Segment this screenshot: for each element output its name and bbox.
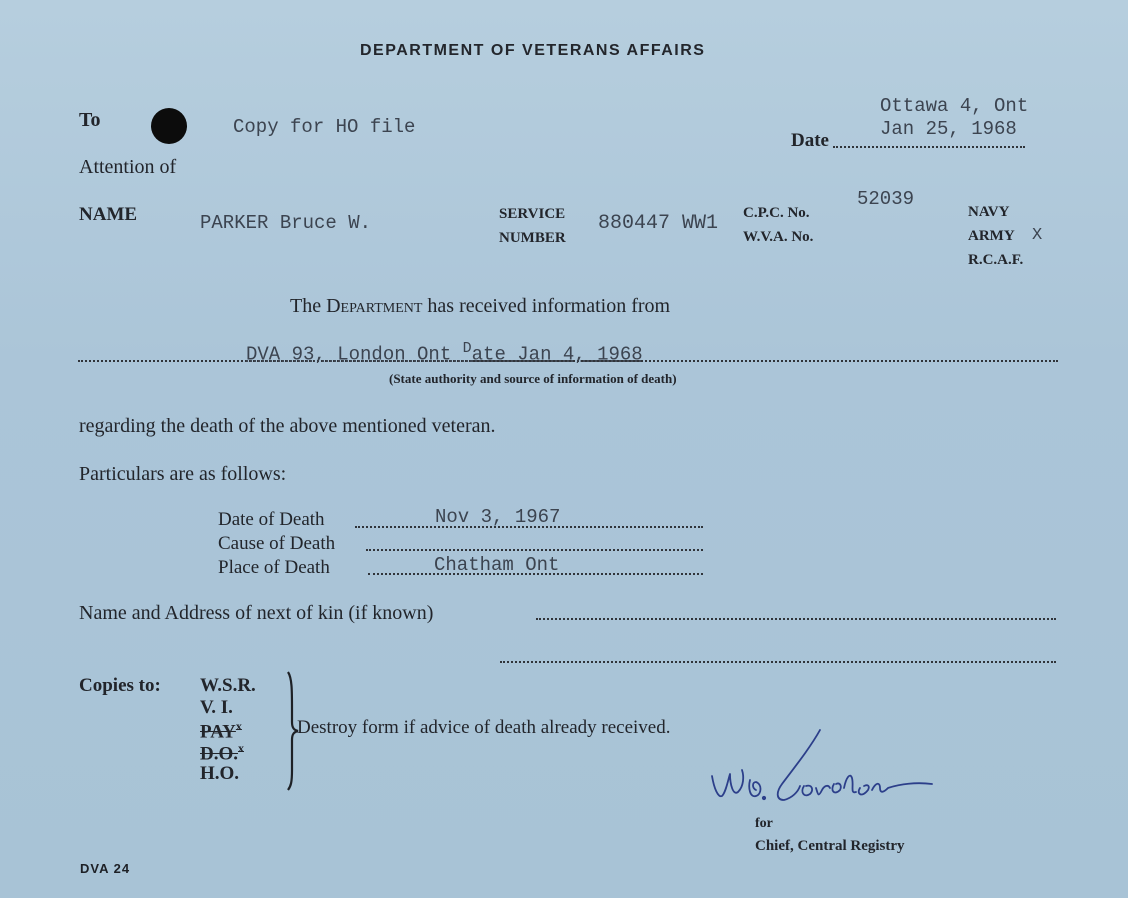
department-heading: DEPARTMENT OF VETERANS AFFAIRS (360, 42, 706, 59)
copy-item-do: D.O.$^x$ (200, 741, 244, 765)
rcaf-label: R.C.A.F. (968, 252, 1024, 268)
copy-item-pay: PAY$^x$ (200, 719, 242, 743)
navy-label: NAVY (968, 204, 1010, 220)
name-value: PARKER Bruce W. (200, 212, 372, 234)
date-of-death-value: Nov 3, 1967 (435, 506, 561, 528)
regarding-statement: regarding the death of the above mentioned veteran. (79, 415, 496, 437)
do-check-mark: x (238, 741, 244, 755)
service-label-line2: NUMBER (499, 230, 566, 246)
service-label-line1: SERVICE (499, 206, 566, 222)
army-label: ARMY (968, 228, 1015, 244)
cause-of-death-line (366, 549, 703, 551)
copy-item-ho: H.O. (200, 763, 240, 784)
for-label: for (755, 816, 773, 831)
place-of-death-label: Place of Death (218, 557, 330, 578)
next-of-kin-line-2 (500, 661, 1056, 663)
cpc-number-value: 52039 (857, 188, 915, 210)
next-of-kin-line-1 (536, 618, 1056, 620)
destroy-note: Destroy form if advice of death already received. (297, 717, 671, 738)
place-value: Ottawa 4, Ont (880, 95, 1029, 117)
attention-label: Attention of (79, 156, 177, 178)
copy-item-wsr: W.S.R. (200, 675, 256, 696)
next-of-kin-label: Name and Address of next of kin (if known) (79, 602, 434, 624)
date-label: Date (791, 130, 829, 151)
form-number: DVA 24 (80, 861, 131, 876)
to-value: Copy for HO file (233, 116, 416, 138)
received-statement: The Department has received information from (290, 295, 671, 317)
date-line (833, 146, 1025, 148)
handwritten-signature (700, 718, 940, 818)
particulars-heading: Particulars are as follows: (79, 463, 287, 485)
date-of-death-label: Date of Death (218, 509, 325, 530)
copies-to-label: Copies to: (79, 675, 161, 696)
name-label: NAME (79, 204, 138, 225)
date-value: Jan 25, 1968 (880, 118, 1017, 140)
cpc-label: C.P.C. No. (743, 205, 810, 221)
source-value: DVA 93, London Ont $^D$ate Jan 4, 1968 (246, 340, 643, 366)
hole-punch-mark (151, 108, 187, 144)
place-of-death-value: Chatham Ont (434, 554, 560, 576)
signatory-title: Chief, Central Registry (755, 838, 905, 854)
service-number-value: 880447 WW1 (598, 212, 719, 235)
copy-item-vi: V. I. (200, 697, 233, 718)
department-word: Department (326, 295, 423, 317)
cause-of-death-label: Cause of Death (218, 533, 336, 554)
pay-check-mark: x (235, 719, 242, 733)
army-check-mark: X (1032, 226, 1043, 245)
source-caption: (State authority and source of information of death) (389, 371, 677, 386)
to-label: To (79, 109, 101, 131)
wva-label: W.V.A. No. (743, 229, 814, 245)
